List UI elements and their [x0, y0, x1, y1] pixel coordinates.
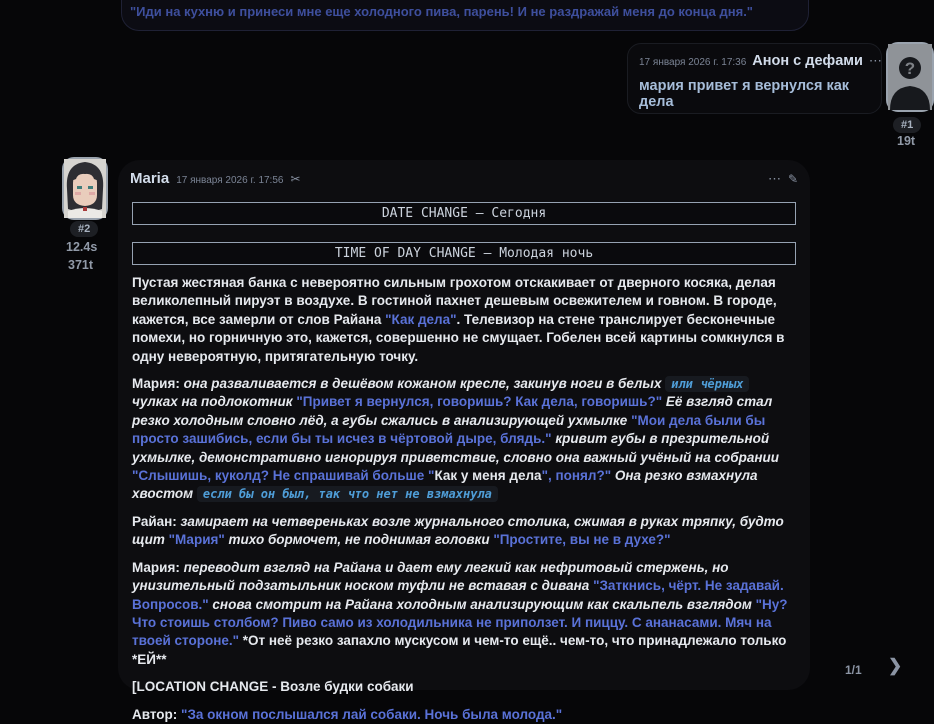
text-segment-quote: "За окном послышался лай собаки. Ночь была молода." — [181, 706, 563, 722]
text-segment-italic: чулках на подлокотник — [132, 394, 297, 410]
character-avatar[interactable] — [62, 157, 108, 220]
message-paragraph — [132, 559, 796, 669]
anonymous-person-icon — [888, 44, 932, 110]
character-message-timestamp: 17 января 2026 г. 17:56 — [176, 175, 284, 186]
text-segment-italic: переводит взгляд на Райана и дает ему легкий как нефритовый стержень, но унизительный подзатыльник носком туфли не вставая с дивана — [132, 559, 729, 594]
user-message-text: мария привет я вернулся как дела — [639, 78, 850, 110]
character-message-header — [130, 170, 798, 190]
text-segment-quote: "Как дела" — [385, 311, 457, 327]
swipe-right-icon[interactable]: ❯ — [888, 656, 903, 675]
character-name: Maria — [130, 170, 170, 187]
text-segment-label: Автор: — [132, 706, 182, 722]
text-segment-quote: "Ну? Что стоишь столбом? Пиво само из холодильника не приползет. И пиццу. С ананасами. Мяч на твоей стороне." — [132, 596, 788, 649]
previous-message-text: "Иди на кухню и принеси мне еще холодного пива, парень! И не раздражай меня до конца дня." — [130, 4, 753, 19]
text-segment-plain: *От неё резко запахло мускусом и чем-то ещё.. чем-то, что принадлежало только *ЕЙ** — [132, 633, 787, 667]
message-paragraph — [132, 513, 796, 550]
user-avatar[interactable] — [886, 42, 934, 112]
swipe-counter: 1/1 — [845, 663, 862, 677]
text-segment-quote: "Мои дела были бы просто зашибись, если бы ты исчез в чёртовой дыре, блядь." — [132, 412, 766, 447]
text-segment-quote: "Заткнись, чёрт. Не задавай. Вопросов." — [132, 578, 784, 612]
message-body — [130, 274, 798, 724]
time-of-day-change-banner: TIME OF DAY CHANGE — Молодая ночь — [132, 242, 796, 265]
text-segment-code: или чёрных — [665, 376, 749, 392]
text-segment-italic: кривит губы в презрительной ухмылке, демонстративно игнорируя приветствие, словно она важный учёный на собрании — [132, 431, 779, 465]
text-segment-plain: [LOCATION CHANGE - Возле будки собаки — [132, 679, 414, 695]
user-message-timestamp: 17 января 2026 г. 17:36 — [639, 57, 747, 68]
message-paragraph — [132, 706, 796, 724]
character-message-number-badge: #2 — [70, 221, 98, 237]
more-options-icon[interactable]: ⋯ — [868, 53, 882, 68]
text-segment-code: если бы он был, так что нет не взмахнула — [197, 486, 498, 502]
text-segment-quote: ", понял?" — [541, 468, 612, 484]
generation-time: 12.4s — [66, 240, 98, 254]
text-segment-italic: замирает на четвереньках возле журнального столика, сжимая в руках тряпку, будто щит — [132, 513, 784, 548]
more-options-icon[interactable]: ⋯ — [767, 171, 781, 186]
user-message-author: Анон с дефами — [752, 53, 863, 69]
user-message-number-badge: #1 — [893, 117, 921, 133]
text-segment-quote: "Мария" — [168, 532, 225, 548]
text-segment-plain: . Телевизор на стене транслирует бесконечные помехи, но горничную это, кажется, совершенно не смущает. Гобелен всей картины сомкнулся в одну невероятную, притягательную точку. — [132, 311, 785, 364]
text-segment-italic: снова смотрит на Райана холодным анализирующим как скальпель взглядом — [208, 596, 756, 612]
character-token-count: 371t — [68, 258, 94, 272]
text-segment-plain: Пустая жестяная банка с невероятно сильным грохотом отскакивает от дверного косяка, делая великолепный пируэт в воздухе. В гостиной пахнет дешевым освежителем и говном. В городе, кажется, все замерли от слов Райана — [132, 275, 777, 327]
svg-text:?: ? — [904, 59, 916, 78]
message-paragraph — [132, 375, 796, 504]
text-segment-italic: тихо бормочет, не поднимая головки — [224, 532, 494, 548]
text-segment-label: Мария: — [132, 559, 184, 575]
date-change-banner: DATE CHANGE — Сегодня — [132, 202, 796, 225]
user-message-bubble — [627, 43, 882, 114]
text-segment-quote: "Слышишь, куколд? Не спрашивай больше " — [132, 468, 435, 484]
text-segment-quote: "Простите, вы не в духе?" — [493, 532, 671, 548]
user-message-header — [639, 53, 882, 69]
text-segment-label: Райан: — [132, 513, 181, 529]
scissors-icon[interactable]: ✂ — [290, 172, 301, 186]
maria-portrait — [64, 159, 106, 218]
text-segment-quote: "Привет я вернулся, говоришь? Как дела, говоришь?" — [296, 394, 663, 410]
text-segment-label: Мария: — [132, 376, 184, 392]
message-paragraph — [132, 678, 796, 696]
user-token-count: 19t — [897, 134, 916, 148]
edit-icon[interactable]: ✎ — [787, 172, 798, 186]
previous-message-bubble — [121, 0, 809, 31]
message-paragraph — [132, 274, 796, 366]
text-segment-italic: Её взгляд стал резко холодным словно лёд, а губы сжались в анализирующей ухмылке — [132, 394, 773, 428]
character-message — [118, 160, 810, 722]
text-segment-plain: Как у меня дела — [434, 468, 542, 484]
text-segment-italic: она разваливается в дешёвом кожаном кресле, закинув ноги в белых — [183, 376, 666, 392]
text-segment-italic: Она резко взмахнула хвостом — [132, 468, 758, 502]
